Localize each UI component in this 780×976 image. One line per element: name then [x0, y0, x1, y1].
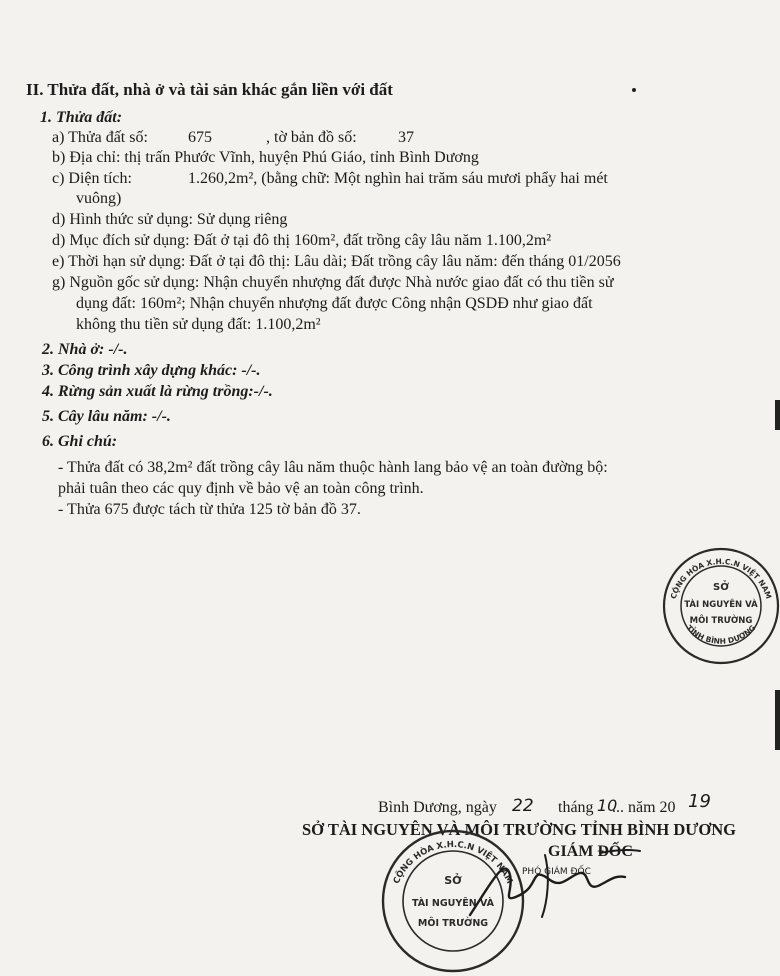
parcel-address: b) Địa chỉ: thị trấn Phước Vĩnh, huyện Phú Giáo, tỉnh Bình Dương	[52, 149, 479, 166]
official-seal-stamp	[660, 545, 780, 667]
map-sheet-label: , tờ bản đồ số:	[266, 129, 357, 146]
parcel-number-label: a) Thửa đất số:	[52, 129, 148, 146]
date-month: 10	[597, 796, 618, 815]
svg-text:TỈNH BÌNH DƯƠNG: TỈNH BÌNH DƯƠNG	[684, 623, 758, 646]
usage-form: d) Hình thức sử dụng: Sử dụng riêng	[52, 211, 288, 228]
usage-origin-line3: không thu tiền sử dụng đất: 1.100,2m²	[76, 316, 321, 333]
map-sheet-number: 37	[398, 129, 414, 146]
director-title: GIÁM ĐỐC	[548, 843, 633, 860]
svg-text:TÀI NGUYÊN VÀ: TÀI NGUYÊN VÀ	[411, 898, 495, 909]
section-title: II. Thửa đất, nhà ở và tài sản khác gắn liền với đất	[26, 80, 393, 99]
perennial-item: 5. Cây lâu năm: -/-.	[42, 408, 171, 425]
date-place: Bình Dương, ngày	[378, 799, 497, 816]
usage-purpose: d) Mục đích sử dụng: Đất ở tại đô thị 160m², đất trồng cây lâu năm 1.100,2m²	[52, 232, 552, 249]
date-day: 22	[512, 796, 534, 816]
other-works-item: 3. Công trình xây dựng khác: -/-.	[42, 362, 261, 379]
parcel-area-cont: vuông)	[76, 190, 122, 207]
date-year-label: ... năm 20	[612, 799, 676, 816]
parcel-area-value: 1.260,2m², (bằng chữ: Một nghìn hai trăm sáu mươi phẩy hai mét	[188, 170, 608, 187]
svg-text:SỞ: SỞ	[713, 582, 729, 593]
date-year: 19	[688, 791, 711, 812]
house-item: 2. Nhà ở: -/-.	[42, 341, 128, 358]
parcel-area-label: c) Diện tích:	[52, 170, 132, 187]
scan-edge-mark	[775, 400, 780, 430]
deputy-director-title: PHÓ GIÁM ĐỐC	[522, 867, 591, 877]
svg-text:CỘNG HÒA X.H.C.N VIỆT NAM: CỘNG HÒA X.H.C.N VIỆT NAM	[668, 556, 774, 601]
svg-text:CỘNG HÒA X.H.C.N VIỆT NAM: CỘNG HÒA X.H.C.N VIỆT NAM	[391, 839, 515, 886]
ink-dot	[632, 88, 636, 92]
issuing-authority: SỞ TÀI NGUYÊN VÀ MÔI TRƯỜNG TỈNH BÌNH DƯƠNG	[302, 820, 736, 839]
usage-origin-line1: g) Nguồn gốc sử dụng: Nhận chuyển nhượng đất được Nhà nước giao đất có thu tiền sử	[52, 274, 614, 291]
svg-text:SỞ: SỞ	[444, 874, 462, 887]
forest-item: 4. Rừng sản xuất là rừng trồng:-/-.	[42, 383, 273, 400]
director-signature	[450, 845, 650, 925]
usage-term: e) Thời hạn sử dụng: Đất ở tại đô thị: Lâu dài; Đất trồng cây lâu năm: đến tháng 01/2056	[52, 253, 621, 270]
svg-text:TÀI NGUYÊN VÀ: TÀI NGUYÊN VÀ	[684, 600, 758, 610]
notes-heading: 6. Ghi chú:	[42, 433, 118, 450]
svg-text:MÔI TRƯỜNG: MÔI TRƯỜNG	[689, 616, 753, 626]
date-month-label: tháng	[558, 799, 594, 816]
usage-origin-line2: dụng đất: 160m²; Nhận chuyển nhượng đất được Công nhận QSDĐ như giao đất	[76, 295, 593, 312]
note-1-cont: phải tuân theo các quy định về bảo vệ an toàn công trình.	[58, 480, 424, 497]
parcel-number: 675	[188, 129, 212, 146]
note-1: - Thửa đất có 38,2m² đất trồng cây lâu năm thuộc hành lang bảo vệ an toàn đường bộ:	[58, 459, 608, 476]
scan-edge-mark	[775, 690, 780, 750]
parcel-heading: 1. Thửa đất:	[40, 109, 123, 126]
svg-text:MÔI TRƯỜNG: MÔI TRƯỜNG	[417, 918, 489, 929]
note-2: - Thửa 675 được tách từ thửa 125 tờ bản đồ 37.	[58, 501, 361, 518]
